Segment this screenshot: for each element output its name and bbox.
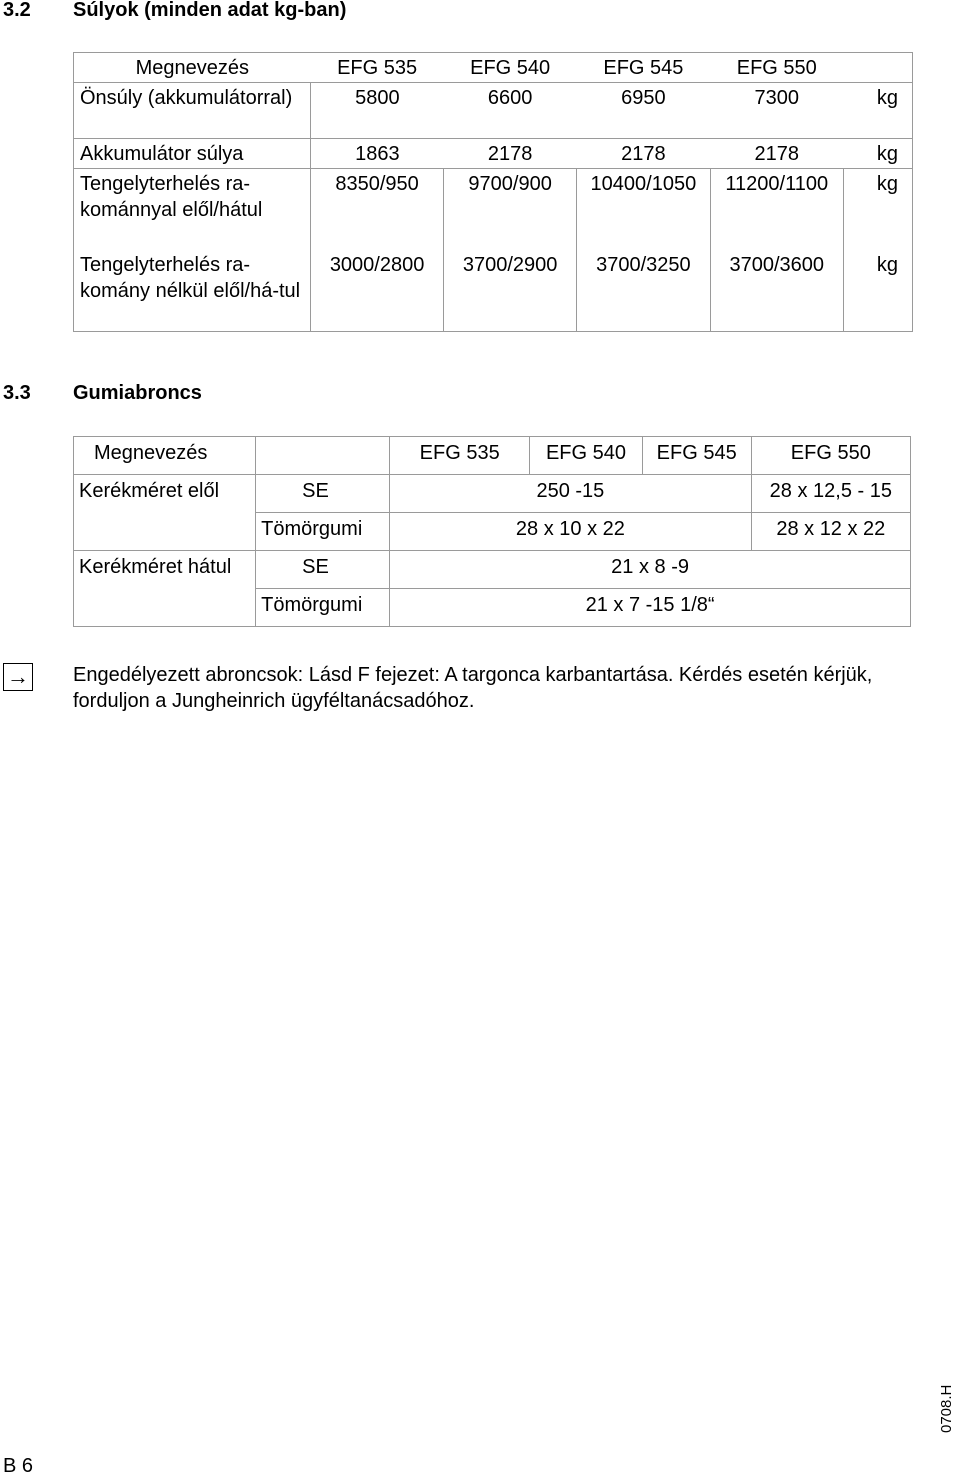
weights-section-title: Súlyok (minden adat kg-ban) bbox=[73, 0, 347, 21]
tyres-section-number: 3.3 bbox=[3, 382, 31, 404]
cell-value: 3000/2800 bbox=[311, 250, 444, 332]
version-code-text: 0708.H bbox=[938, 1384, 955, 1433]
cell-value: 10400/1050 bbox=[577, 169, 710, 251]
tyres-header-name: Megnevezés bbox=[74, 437, 256, 475]
cell-value: 9700/900 bbox=[444, 169, 577, 251]
tyre-type-label: Tömörgumi bbox=[256, 513, 390, 551]
weights-header-unit bbox=[843, 53, 912, 83]
table-row bbox=[74, 551, 911, 589]
weights-header-col: EFG 535 bbox=[311, 53, 444, 83]
tyre-type-label: SE bbox=[256, 475, 390, 513]
cell-value: 6600 bbox=[444, 83, 577, 139]
cell-unit: kg bbox=[843, 139, 912, 169]
tyres-header-col: EFG 535 bbox=[390, 437, 530, 475]
cell-unit: kg bbox=[843, 169, 912, 251]
cell-value: 7300 bbox=[710, 83, 843, 139]
row-label: Önsúly (akkumulátorral) bbox=[74, 83, 311, 139]
row-label: Akkumulátor súlya bbox=[74, 139, 311, 169]
weights-header-col: EFG 550 bbox=[710, 53, 843, 83]
cell-value: 5800 bbox=[311, 83, 444, 139]
table-row bbox=[74, 139, 913, 169]
cell-value: 2178 bbox=[710, 139, 843, 169]
cell-value: 2178 bbox=[444, 139, 577, 169]
tyres-section-title: Gumiabroncs bbox=[73, 382, 202, 404]
tyres-header-col: EFG 545 bbox=[642, 437, 751, 475]
tyre-size-value: 28 x 12 x 22 bbox=[751, 513, 910, 551]
tyre-type-label: Tömörgumi bbox=[256, 589, 390, 627]
weights-table bbox=[73, 52, 913, 332]
table-row bbox=[74, 475, 911, 513]
tyre-size-value: 21 x 8 -9 bbox=[390, 551, 911, 589]
cell-value: 3700/2900 bbox=[444, 250, 577, 332]
tyre-size-value: 21 x 7 -15 1/8“ bbox=[390, 589, 911, 627]
weights-section-number: 3.2 bbox=[3, 0, 31, 21]
tyres-header-col: EFG 550 bbox=[751, 437, 910, 475]
weights-header-col: EFG 540 bbox=[444, 53, 577, 83]
weights-header-name: Megnevezés bbox=[74, 53, 311, 83]
cell-value: 2178 bbox=[577, 139, 710, 169]
tyres-table bbox=[73, 436, 911, 627]
row-label: Tengelyterhelés ra-komány nélkül elől/há-tul bbox=[74, 250, 311, 332]
front-size-label: Kerékméret elől bbox=[74, 475, 256, 551]
tyre-size-value: 28 x 10 x 22 bbox=[390, 513, 751, 551]
cell-value: 6950 bbox=[577, 83, 710, 139]
tyres-header-col: EFG 540 bbox=[530, 437, 643, 475]
tyre-size-value: 250 -15 bbox=[390, 475, 751, 513]
cell-value: 1863 bbox=[311, 139, 444, 169]
tyres-header-row bbox=[74, 437, 911, 475]
cell-value: 11200/1100 bbox=[710, 169, 843, 251]
weights-header-row bbox=[74, 53, 913, 83]
version-code bbox=[938, 1377, 954, 1437]
arrow-right-icon: → bbox=[3, 663, 33, 691]
tyre-type-label: SE bbox=[256, 551, 390, 589]
cell-unit: kg bbox=[843, 83, 912, 139]
cell-value: 3700/3250 bbox=[577, 250, 710, 332]
weights-header-col: EFG 545 bbox=[577, 53, 710, 83]
note-text: Engedélyezett abroncsok: Lásd F fejezet: A targonca karbantartása. Kérdés esetén kérjük, forduljon a Jungheinrich ügyféltanácsadóhoz. bbox=[73, 664, 873, 712]
tyres-header-blank bbox=[256, 437, 390, 475]
table-row bbox=[74, 83, 913, 139]
cell-unit: kg bbox=[843, 250, 912, 332]
cell-value: 3700/3600 bbox=[710, 250, 843, 332]
rear-size-label: Kerékméret hátul bbox=[74, 551, 256, 627]
cell-value: 8350/950 bbox=[311, 169, 444, 251]
table-row bbox=[74, 250, 913, 332]
row-label: Tengelyterhelés ra-kománnyal elől/hátul bbox=[74, 169, 311, 251]
page-number: B 6 bbox=[3, 1455, 34, 1477]
tyre-size-value: 28 x 12,5 - 15 bbox=[751, 475, 910, 513]
table-row bbox=[74, 169, 913, 251]
